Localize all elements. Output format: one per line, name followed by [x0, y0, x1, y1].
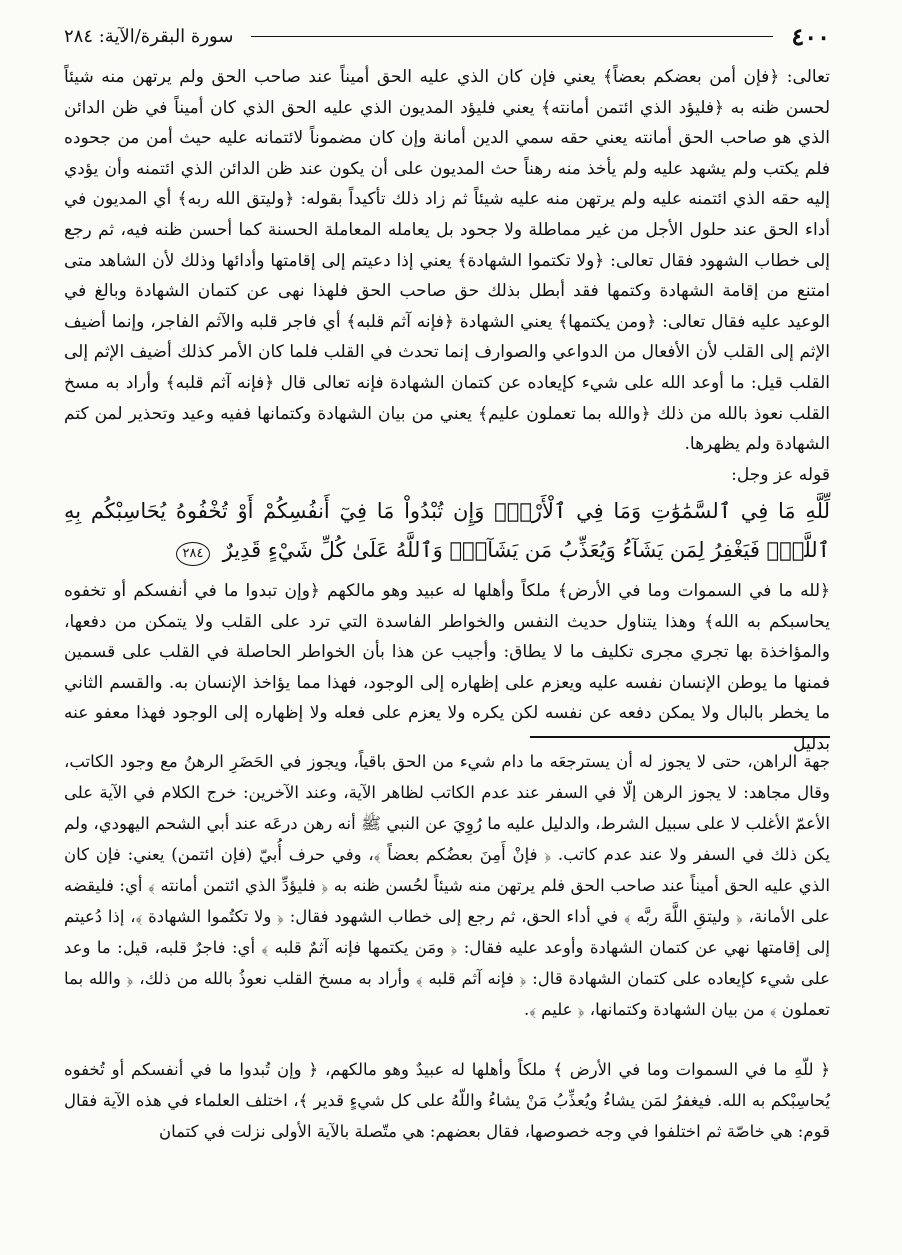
footnote-divider	[530, 736, 830, 738]
header-rule	[251, 36, 773, 37]
page-header	[64, 18, 830, 54]
verse-intro: قوله عز وجل:	[731, 465, 830, 485]
footnote-block-1: جهة الراهن، حتى لا يجوز له أن يسترجعَه ما دام شيء من الحق باقياً، ويجوز في الحَضَرِ الرهنُ مع وجود الكاتب، وقال مجاهد: لا يجوز الرهن إلّا في السفر عند عدم الكاتب لظاهر الآية، وعند الآخرين: خرج الكلام في الآية على الأعمّ الأغلب لا على سبيل الشرط، والدليل عليه ما رُوِيَ عن النبي ﷺ أنه رهن درعَه عند أبي الشحم اليهودي، ولم يكن ذلك في السفر ولا عند عدم كاتب. ﴿ فإنْ أَمِنَ بعضُكم بعضاً ﴾، وفي حرف أُبيّ (فإن ائتمن) يعني: فإن كان الذي عليه الحق أميناً عند صاحب الحق فلم يرتهن منه شيئاً لحُسن ظنه به ﴿ فليؤدِّ الذي ائتمن أمانته ﴾ أي: فليقضه على الأمانة، ﴿ وليتقِ اللَّهَ ربَّه ﴾ في أداء الحق، ثم رجع إلى خطاب الشهود فقال: ﴿ ولا تكتُموا الشهادة ﴾، إذا دُعيتم إلى إقامتها نهي عن كتمان الشهادة وأوعد عليه فقال: ﴿ ومَن يكتمها فإنه آثمٌ قلبه ﴾ أي: فاجرٌ قلبه، قيل: ما وعد على شيء كإيعاده على كتمان الشهادة قال: ﴿ فإنه آثم قلبه ﴾ وأراد به مسخ القلب نعوذُ بالله من ذلك، ﴿ والله بما تعملون ﴾ من بيان الشهادة وكتمانها، ﴿ عليم ﴾.	[64, 752, 830, 1019]
verse-text: لِّلَّهِ مَا فِي ٱلسَّمَٰوَٰتِ وَمَا فِي ٱلْأَرْضِۗ وَإِن تُبْدُواْ مَا فِيٓ أَنفُسِكُمْ أَوْ تُخْفُوهُ يُحَاسِبْكُم بِهِ ٱللَّهُۖ فَيَغْفِرُ لِمَن يَشَآءُ وَيُعَذِّبُ مَن يَشَآءُۗ وَٱللَّهُ عَلَىٰ كُلِّ شَيْءٍ قَدِيرٌ	[64, 499, 830, 562]
running-title: سورة البقرة/الآية: ٢٨٤	[64, 25, 234, 47]
quran-verse	[64, 492, 830, 570]
main-commentary	[64, 62, 830, 460]
footnote-block-2: ﴿ للّهِ ما في السموات وما في الأرض ﴾ ملكاً وأهلها له عبيدٌ وهو مالكهم، ﴿ وإن تُبدوا ما في أنفسكم أو تُخفوه يُحاسِبْكم به الله. فيغفرُ لمَن يشاءُ ويُعذِّبُ مَنْ يشاءُ واللّهُ على كل شيءٍ قدير ﴾، اختلف العلماء في هذه الآية فقال قوم: هي خاصّة ثم اختلفوا في وجه خصوصها، فقال بعضهم: هي متّصلة بالآية الأولى نزلت في كتمان	[64, 1060, 830, 1141]
main-paragraph: تعالى: ﴿فإن أمن بعضكم بعضاً﴾ يعني فإن كان الذي عليه الحق أميناً عند صاحب الحق ولم يرتهن منه شيئاً لحسن ظنه به ﴿فليؤد الذي ائتمن أمانته﴾ يعني فليؤد المديون الذي عليه الحق الذي كان أميناً في ظن الدائن الذي هو صاحب الحق أمانته يعني حقه سمي الدين أمانة وإن كان مضموناً لائتمانه عليه حيث أمن من جحوده فلم يكتب ولم يشهد عليه ولم يأخذ منه رهناً حث المديون على أن يكون عند ظن الدائن الذي ائتمنه وأن يؤدي إليه حقه الذي ائتمنه عليه ولم يرتهن منه عليه شيئاً ثم زاد ذلك تأكيداً بقوله: ﴿وليتق الله ربه﴾ أي المديون في أداء الحق عند حلول الأجل من غير مماطلة ولا جحود بل يعامله المعاملة الحسنة كما أحسن ظنه فيه، ثم رجع إلى خطاب الشهود فقال تعالى: ﴿ولا تكتموا الشهادة﴾ يعني إذا دعيتم إلى إقامتها وأدائها وذلك لأن الشاهد متى امتنع من إقامة الشهادة وكتمها فقد أبطل بذلك حق صاحب الحق فلهذا نهى عن كتمان الشهادة وبالغ في الوعيد عليه فقال تعالى: ﴿ومن يكتمها﴾ يعني الشهادة ﴿فإنه آثم قلبه﴾ أي فاجر قلبه والآثم الفاجر، وإنما أضيف الإثم إلى القلب لأن الأفعال من الدواعي والصوارف إنما تحدث في القلب فلما كان الأمر كذلك أضيف الإثم إلى القلب قيل: ما أوعد الله على شيء كإيعاده عن كتمان الشهادة فإنه تعالى قال ﴿فإنه آثم قلبه﴾ وأراد به مسخ القلب نعوذ بالله من ذلك ﴿والله بما تعملون عليم﴾ يعني من بيان الشهادة وكتمانها ففيه وعيد وتحذير لمن كتم الشهادة ولم يظهرها.	[64, 67, 831, 455]
verse-number-marker: ٢٨٤	[176, 542, 210, 566]
page-number: ٤٠٠	[791, 21, 830, 51]
verse-tafsir: ﴿لله ما في السموات وما في الأرض﴾ ملكاً وأهلها له عبيد وهو مالكهم ﴿وإن تبدوا ما في أنفسكم أو تخفوه يحاسبكم به الله﴾ وهذا يتناول حديث النفس والخواطر الفاسدة التي ترد على القلب ولا يتمكن من دفعها، والمؤاخذة بها تجري مجرى تكليف ما لا يطاق: وأجيب عن هذا بأن الخواطر الحاصلة في القلب على قسمين فمنها ما يوطن الإنسان نفسه عليه ويعزم على إظهاره إلى الوجود، فهذا مما يؤاخذ الإنسان به. والقسم الثاني ما يخطر بالبال ولا يمكن دفعه عن نفسه لكن يكره ولا يعزم على فعله ولا إظهاره إلى الوجود فهذا معفو عنه بدليل	[64, 581, 830, 754]
